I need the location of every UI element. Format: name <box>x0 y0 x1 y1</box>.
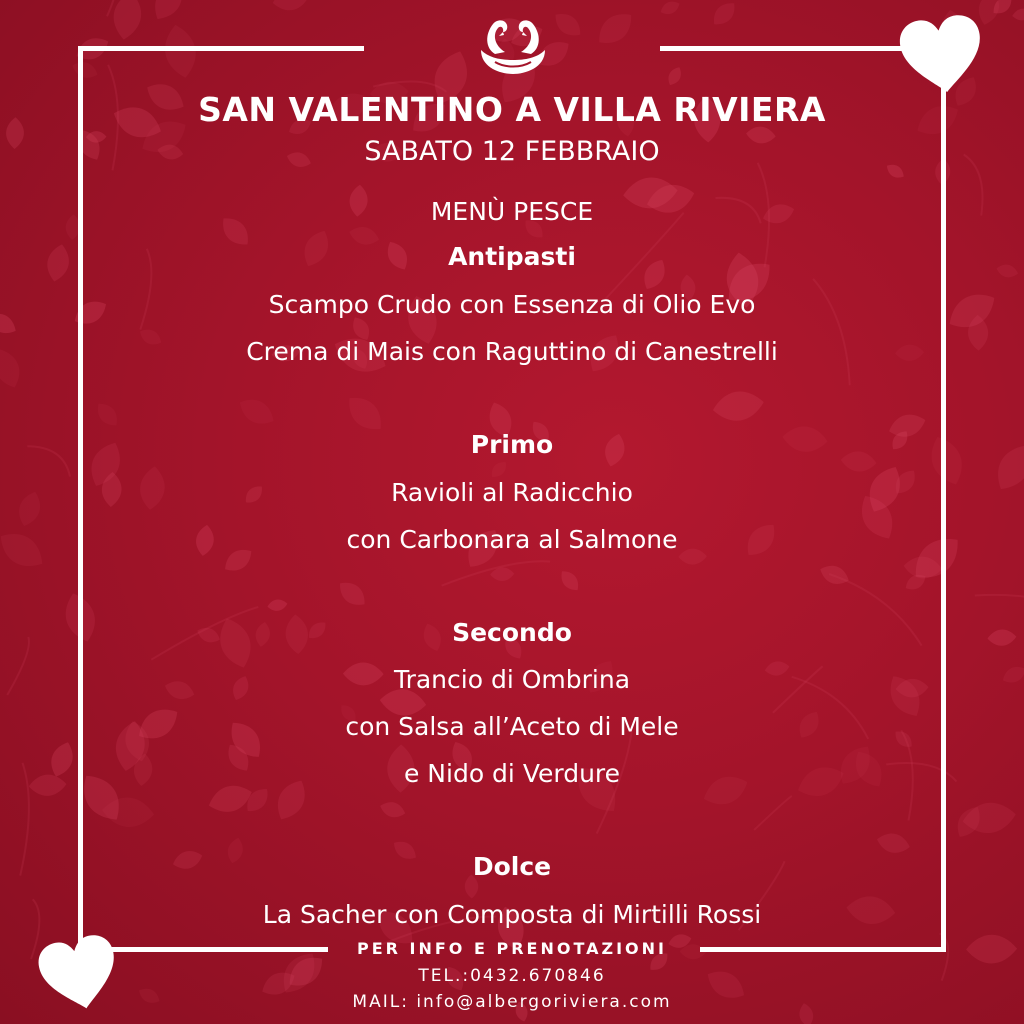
email-address: MAIL: info@albergoriviera.com <box>352 992 672 1012</box>
menu-item: e Nido di Verdure <box>403 759 621 788</box>
course-heading-primo: Primo <box>470 430 554 459</box>
menu-item: Crema di Mais con Raguttino di Canestrelli <box>246 337 778 366</box>
menu-item: Scampo Crudo con Essenza di Olio Evo <box>268 290 756 319</box>
menu-item: con Carbonara al Salmone <box>346 525 678 554</box>
menu-item: La Sacher con Composta di Mirtilli Rossi <box>262 900 762 929</box>
info-label: PER INFO E PRENOTAZIONI <box>356 939 667 958</box>
event-date: SABATO 12 FEBBRAIO <box>364 136 660 167</box>
menu-item: Trancio di Ombrina <box>393 665 631 694</box>
menu-item: con Salsa all’Aceto di Mele <box>345 712 679 741</box>
course-heading-dolce: Dolce <box>472 852 552 881</box>
menu-item: Ravioli al Radicchio <box>391 478 633 507</box>
course-heading-secondo: Secondo <box>452 618 572 647</box>
phone-number: TEL.:0432.670846 <box>418 966 606 986</box>
course-heading-antipasti: Antipasti <box>448 242 576 271</box>
menu-title: MENÙ PESCE <box>430 197 594 226</box>
page-title: SAN VALENTINO A VILLA RIVIERA <box>198 90 826 129</box>
